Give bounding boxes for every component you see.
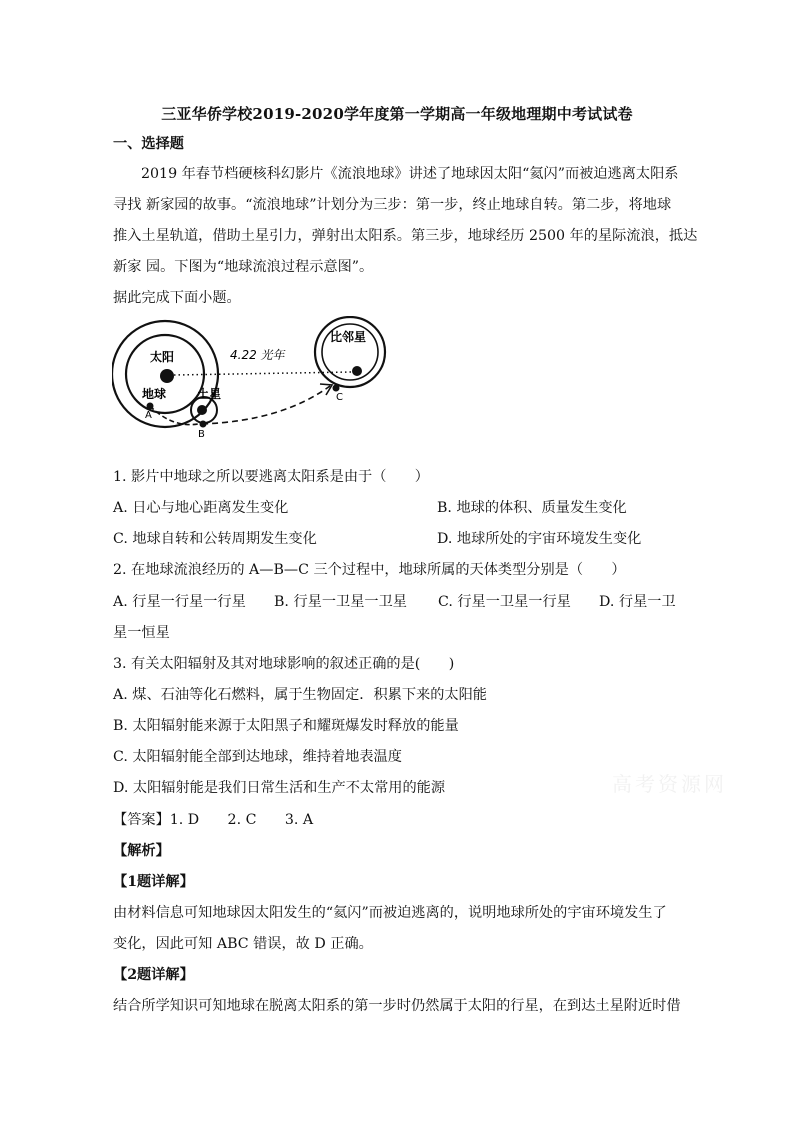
- analysis-heading: 【解析】: [113, 843, 170, 859]
- material-line: 推入土星轨道，借助土星引力，弹射出太阳系。第三步，地球经历 2500 年的星际流浪，抵达: [113, 228, 698, 244]
- point-a-label: A: [145, 410, 152, 421]
- sun-label: 太阳: [150, 350, 175, 364]
- point-b-label: B: [198, 429, 205, 440]
- material-line: 据此完成下面小题。: [113, 290, 241, 306]
- proxima-dot: [352, 366, 362, 376]
- option-a: A. 日心与地心距离发生变化: [113, 500, 289, 516]
- detail-line: 结合所学知识可知地球在脱离太阳系的第一步时仍然属于太阳的行星，在到达土星附近时借: [113, 998, 681, 1014]
- detail-line: 由材料信息可知地球因太阳发生的“氦闪”而被迫逃离的，说明地球所处的宇宙环境发生了: [113, 905, 667, 921]
- option-c: C. 行星一卫星一行星: [438, 594, 571, 610]
- answer-line: 【答案】1. D 2. C 3. A: [113, 812, 314, 828]
- point-b-dot: [200, 421, 207, 428]
- page-title: 三亚华侨学校2019-2020学年度第一学期高一年级地理期中考试试卷: [161, 105, 633, 123]
- sun-dot: [160, 369, 174, 383]
- material-line: 新家 园。下图为“地球流浪过程示意图”。: [113, 259, 374, 275]
- option-b: B. 太阳辐射能来源于太阳黑子和耀斑爆发时释放的能量: [113, 718, 459, 734]
- option-a: A. 煤、石油等化石燃料，属于生物固定．积累下来的太阳能: [113, 687, 487, 703]
- point-c-label: C: [336, 392, 343, 403]
- watermark: 高考资源网: [612, 772, 727, 796]
- material-line: 寻找 新家园的故事。“流浪地球”计划分为三步：第一步，终止地球自转。第二步，将地球: [113, 197, 672, 213]
- point-c-dot: [333, 385, 340, 392]
- question-stem: 1. 影片中地球之所以要逃离太阳系是由于（ ）: [113, 469, 429, 485]
- option-c: C. 太阳辐射能全部到达地球，维持着地表温度: [113, 749, 402, 765]
- material-line: 2019 年春节档硬核科幻影片《流浪地球》讲述了地球因太阳“氦闪”而被迫逃离太阳系: [141, 166, 679, 182]
- option-a: A. 行星一行星一行星: [113, 594, 246, 610]
- saturn-label: 土星: [197, 387, 222, 401]
- question-stem: 2. 在地球流浪经历的 A—B—C 三个过程中，地球所属的天体类型分别是（ ）: [113, 562, 626, 578]
- detail2-heading: 【2题详解】: [113, 967, 194, 983]
- question-stem: 3. 有关太阳辐射及其对地球影响的叙述正确的是( ): [113, 656, 455, 672]
- option-d-wrap: 星一恒星: [113, 625, 170, 641]
- path-b-c: [202, 386, 330, 424]
- earth-wandering-diagram: [112, 316, 402, 446]
- point-a-dot: [147, 403, 154, 410]
- option-d: D. 太阳辐射能是我们日常生活和生产不太常用的能源: [113, 780, 446, 796]
- detail-line: 变化，因此可知 ABC 错误，故 D 正确。: [113, 936, 373, 952]
- saturn-dot: [197, 405, 207, 415]
- option-d: D. 地球所处的宇宙环境发生变化: [437, 531, 642, 547]
- option-b: B. 地球的体积、质量发生变化: [437, 500, 627, 516]
- distance-label: 4.22 光年: [230, 348, 285, 362]
- option-c: C. 地球自转和公转周期发生变化: [113, 531, 317, 547]
- proxima-orbit: [315, 317, 385, 387]
- option-d: D. 行星一卫: [599, 594, 676, 610]
- option-b: B. 行星一卫星一卫星: [274, 594, 407, 610]
- section-heading: 一、选择题: [113, 136, 184, 152]
- earth-label: 地球: [142, 387, 167, 401]
- distance-line: [174, 372, 352, 375]
- proxima-label: 比邻星: [330, 330, 367, 344]
- detail1-heading: 【1题详解】: [113, 874, 194, 890]
